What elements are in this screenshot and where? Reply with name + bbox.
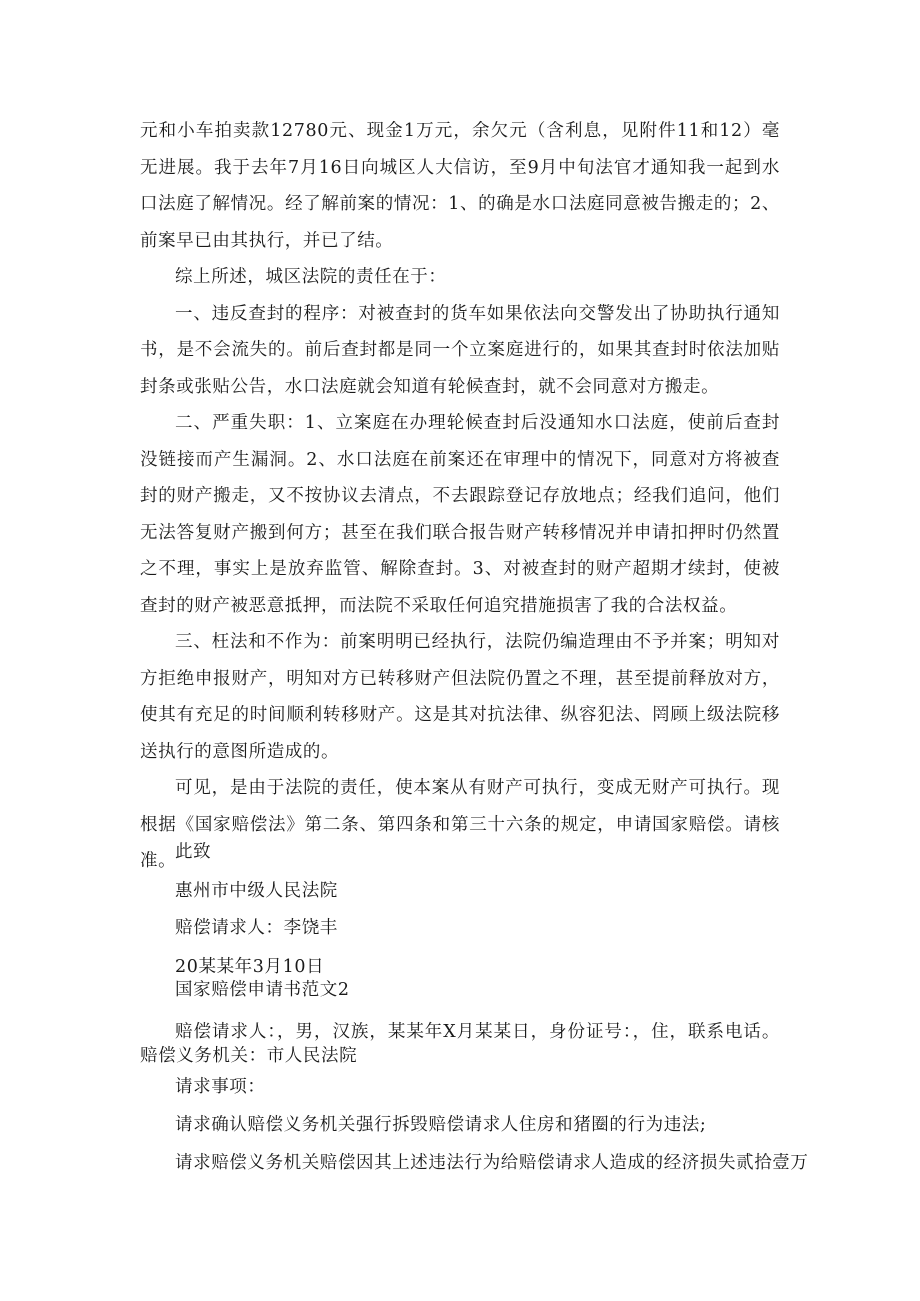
body-text [140, 113, 780, 880]
paragraph-point-three: 三、枉法和不作为：前案明明已经执行，法院仍编造理由不予并案；明知对方拒绝申报财产，明知对方已转移财产但法院仍置之不理，甚至提前释放对方，使其有充足的时间顺利转移财产。这是其对抗法律、纵容犯法、罔顾上级法院移送执行的意图所造成的。 [140, 632, 780, 762]
paragraph-point-two: 二、严重失职：1、立案庭在办理轮候查封后没通知水口法庭，使前后查封没链接而产生漏洞。2、水口法庭在前案还在审理中的情况下，同意对方将被查封的财产搬走，又不按协议去清点，不去跟踪登记存放地点；经我们追问，他们无法答复财产搬到何方；甚至在我们联合报告财产转移情况并申请扣押时仍然置之不理，事实上是放弃监管、解除查封。3、对被查封的财产超期才续封，使被查封的财产被恶意抵押，而法院不采取任何追究措施损害了我的合法权益。 [140, 413, 780, 616]
paragraph-conclusion: 可见，是由于法院的责任，使本案从有财产可执行，变成无财产可执行。现根据《国家赔偿法》第二条、第四条和第三十六条的规定，申请国家赔偿。请核准。 [140, 778, 780, 871]
sample-two-claimant-info: 赔偿请求人：，男，汉族，某某年X月某某日，身份证号：，住，联系电话。赔偿义务机关：市人民法院 [140, 1022, 780, 1066]
recipient-court: 惠州市中级人民法院 [175, 881, 338, 901]
request-heading: 请求事项： [175, 1077, 266, 1097]
closing-salutation: 此致 [175, 842, 212, 862]
paragraph-summary: 综上所述，城区法院的责任在于： [175, 267, 447, 287]
paragraph-continuation: 元和小车拍卖款12780元、现金1万元，余欠元（含利息，见附件11和12）毫无进展。我于去年7月16日向城区人大信访，至9月中旬法官才通知我一起到水口法庭了解情况。经了解前案的情况：1、的确是水口法庭同意被告搬走的；2、前案早已由其执行，并已了结。 [140, 121, 780, 251]
paragraph-point-one: 一、违反查封的程序：对被查封的货车如果依法向交警发出了协助执行通知书，是不会流失的。前后查封都是同一个立案庭进行的，如果其查封时依法加贴封条或张贴公告，水口法庭就会知道有轮候查封，就不会同意对方搬走。 [140, 303, 780, 397]
request-item: 请求确认赔偿义务机关强行拆毁赔偿请求人住房和猪圈的行为违法; [175, 1115, 707, 1135]
document-date: 20某某年3月10日 [175, 957, 325, 977]
request-item: 请求赔偿义务机关赔偿因其上述违法行为给赔偿请求人造成的经济损失贰拾壹万 [175, 1153, 809, 1173]
sample-two-title: 国家赔偿申请书范文2 [175, 980, 350, 1000]
claimant-signature: 赔偿请求人：李饶丰 [175, 918, 338, 938]
